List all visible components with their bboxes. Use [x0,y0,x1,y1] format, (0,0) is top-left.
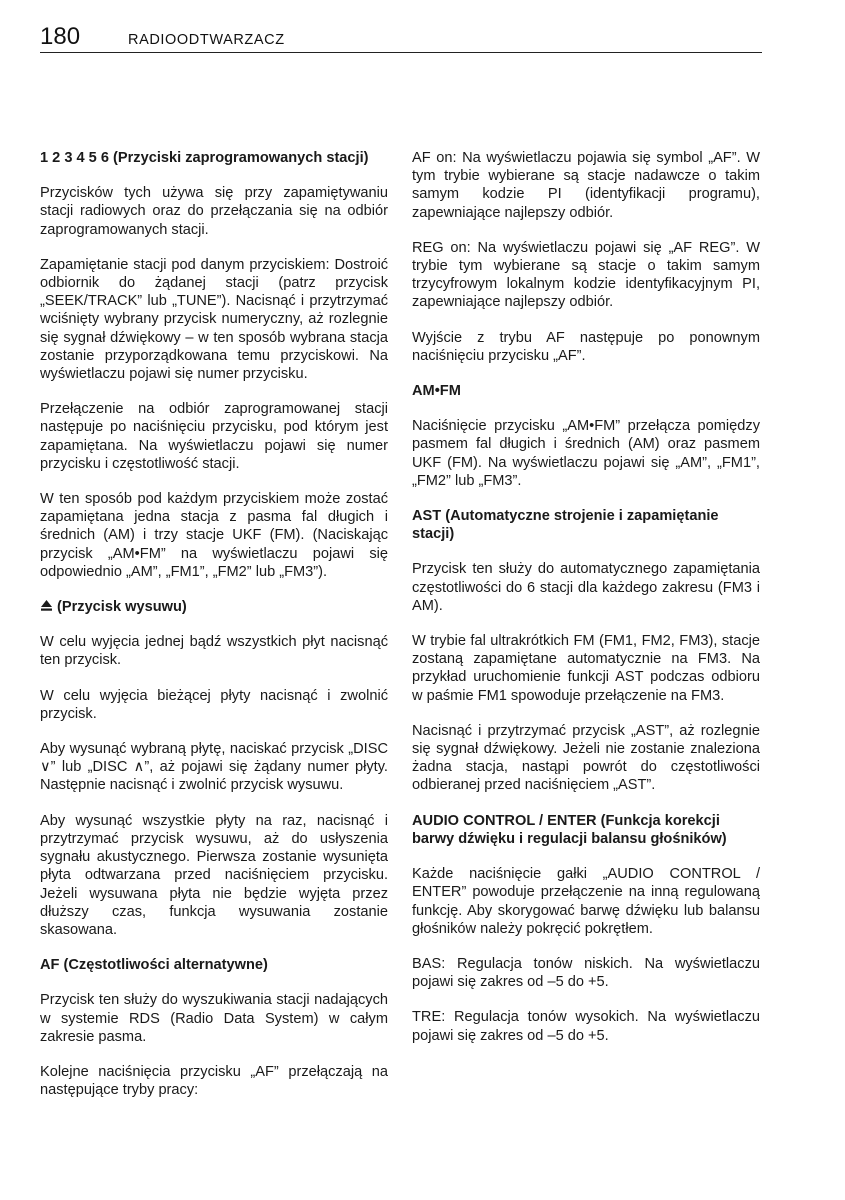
paragraph [40,256,388,383]
block-text: AUDIO CONTROL / ENTER (Funkcja korekcji barwy dźwięku i regulacji balansu głośników) [412,812,727,847]
section-heading [412,507,760,543]
block-text: Przełączenie na odbiór zaprogramowanej stacji następuje po naciśnięciu przycisku, pod którym jest zapamiętana. Na wyświetlaczu pojawi się numer przycisku i częstotliwość stacji. [40,401,388,472]
block-text: Każde naciśnięcie gałki „AUDIO CONTROL / ENTER” powoduje przełączenie na inną regulowaną funkcję. Aby skorygować barwę dźwięku lub balansu głośników należy pokręcić pokrętłem. [412,866,760,937]
paragraph [412,1008,760,1044]
right-column [412,149,760,1062]
block-text: BAS: Regulacja tonów niskich. Na wyświetlaczu pojawi się zakres od –5 do +5. [412,955,760,991]
block-text: AF (Częstotliwości alternatywne) [40,957,268,974]
block-text: Przycisków tych używa się przy zapamiętywaniu stacji radiowych oraz do przełączania się na odbiór zaprogramowanych stacji. [40,185,388,238]
paragraph [40,490,388,581]
block-text: Naciśnięcie przycisku „AM•FM” przełącza pomiędzy pasmem fal długich i średnich (AM) oraz pasmem UKF (FM). Na wyświetlaczu pojawi się „AM”, „FM1”, „FM2” lub „FM3”. [412,418,760,489]
section-heading [412,812,760,848]
block-text: W celu wyjęcia bieżącej płyty nacisnąć i zwolnić przycisk. [40,687,388,722]
block-text: Wyjście z trybu AF następuje po ponownym naciśnięciu przycisku „AF”. [412,329,760,364]
paragraph [40,1063,388,1099]
paragraph [40,812,388,939]
block-text: W trybie fal ultrakrótkich FM (FM1, FM2, FM3), stacje zostaną zapamiętane automatycznie na FM3. Na przykład uruchomienie funkcji AST podczas odbioru w paśmie FM1 spowoduje przełączenie na FM3. [412,633,760,704]
paragraph [40,991,388,1046]
paragraph [412,417,760,490]
block-text: Nacisnąć i przytrzymać przycisk „AST”, aż rozlegnie się sygnał dźwiękowy. Jeżeli nie zostanie znaleziona żadna stacja, nastąpi powrót do częstotliwości odbieranej przed naciśnięciem „AST”. [412,722,760,794]
paragraph [40,184,388,239]
section-heading [412,382,760,400]
eject-icon [40,599,53,612]
block-text: Przycisk ten służy do automatycznego zapamiętania częstotliwości do 6 stacji dla każdego zakresu (FM3 i AM). [412,561,760,614]
block-text: 1 2 3 4 5 6 (Przyciski zaprogramowanych stacji) [40,150,369,166]
block-text: TRE: Regulacja tonów wysokich. Na wyświetlaczu pojawi się zakres od –5 do +5. [412,1009,760,1044]
paragraph [412,149,760,222]
paragraph [412,560,760,615]
block-text: Aby wysunąć wszystkie płyty na raz, nacisnąć i przytrzymać przycisk wysuwu, aż do usłyszenia sygnału akustycznego. Pierwsza zostanie wysunięta płyta odtwarzana przed naciśnięciem przycisku. Jeżeli wysuwana płyta nie będzie wyjęta przez dłuższy czas, funkcja wysuwania zostanie skasowana. [40,812,388,938]
section-heading [40,598,388,616]
block-text: W celu wyjęcia jednej bądź wszystkich płyt nacisnąć ten przycisk. [40,634,388,669]
block-text: AST (Automatyczne strojenie i zapamiętanie stacji) [412,508,719,543]
section-title: RADIOODTWARZACZ [128,32,285,48]
block-text: Aby wysunąć wybraną płytę, naciskać przycisk „DISC ∨” lub „DISC ∧”, aż pojawi się żądany numer płyty. Następnie nacisnąć i zwolnić przycisk wysuwu. [40,741,388,794]
block-text: Zapamiętanie stacji pod danym przyciskiem: Dostroić odbiornik do żądanej stacji (patrz przycisk „SEEK/TRACK” lub „TUNE”). Nacisnąć i przytrzymać wciśnięty wybrany przycisk numeryczny, aż rozlegnie się sygnał dźwiękowy – w ten sposób wybrana stacja zostanie przyporządkowana temu przyciskowi. Na wyświetlaczu pojawi się numer przycisku. [40,256,388,383]
paragraph [40,633,388,669]
paragraph [412,329,760,365]
block-text: Przycisk ten służy do wyszukiwania stacji nadających w systemie RDS (Radio Data System) w całym zakresie pasma. [40,992,388,1045]
block-text: Kolejne naciśnięcia przycisku „AF” przełączają na następujące tryby pracy: [40,1063,388,1099]
block-text: (Przycisk wysuwu) [57,599,187,616]
paragraph [412,865,760,938]
paragraph [40,740,388,795]
block-text: W ten sposób pod każdym przyciskiem może zostać zapamiętana jedna stacja z pasma fal długich i średnich (AM) i trzy stacje UKF (FM). (Naciskając przycisk „AM•FM” na wyświetlaczu pojawi się odpowiednio „AM”, „FM1”, „FM2” lub „FM3”). [40,491,388,580]
paragraph [412,632,760,705]
paragraph [412,955,760,991]
left-column [40,149,388,1116]
paragraph [412,239,760,312]
paragraph [40,400,388,473]
paragraph [412,722,760,795]
block-text: AM•FM [412,383,461,400]
section-heading [40,149,388,167]
block-text: REG on: Na wyświetlaczu pojawi się „AF REG”. W trybie tym wybierane są stacje o takim samym trzycyfrowym lokalnym kodzie identyfikacyjnym PI, zapewniające najlepszy odbiór. [412,239,760,311]
block-text: AF on: Na wyświetlaczu pojawia się symbol „AF”. W tym trybie wybierane są stacje nadawcze o takim samym kodzie PI (identyfikacji programu), zapewniające najlepszy odbiór. [412,150,760,221]
page-number: 180 [40,23,81,50]
paragraph [40,687,388,723]
page-header [40,22,762,53]
section-heading [40,956,388,974]
